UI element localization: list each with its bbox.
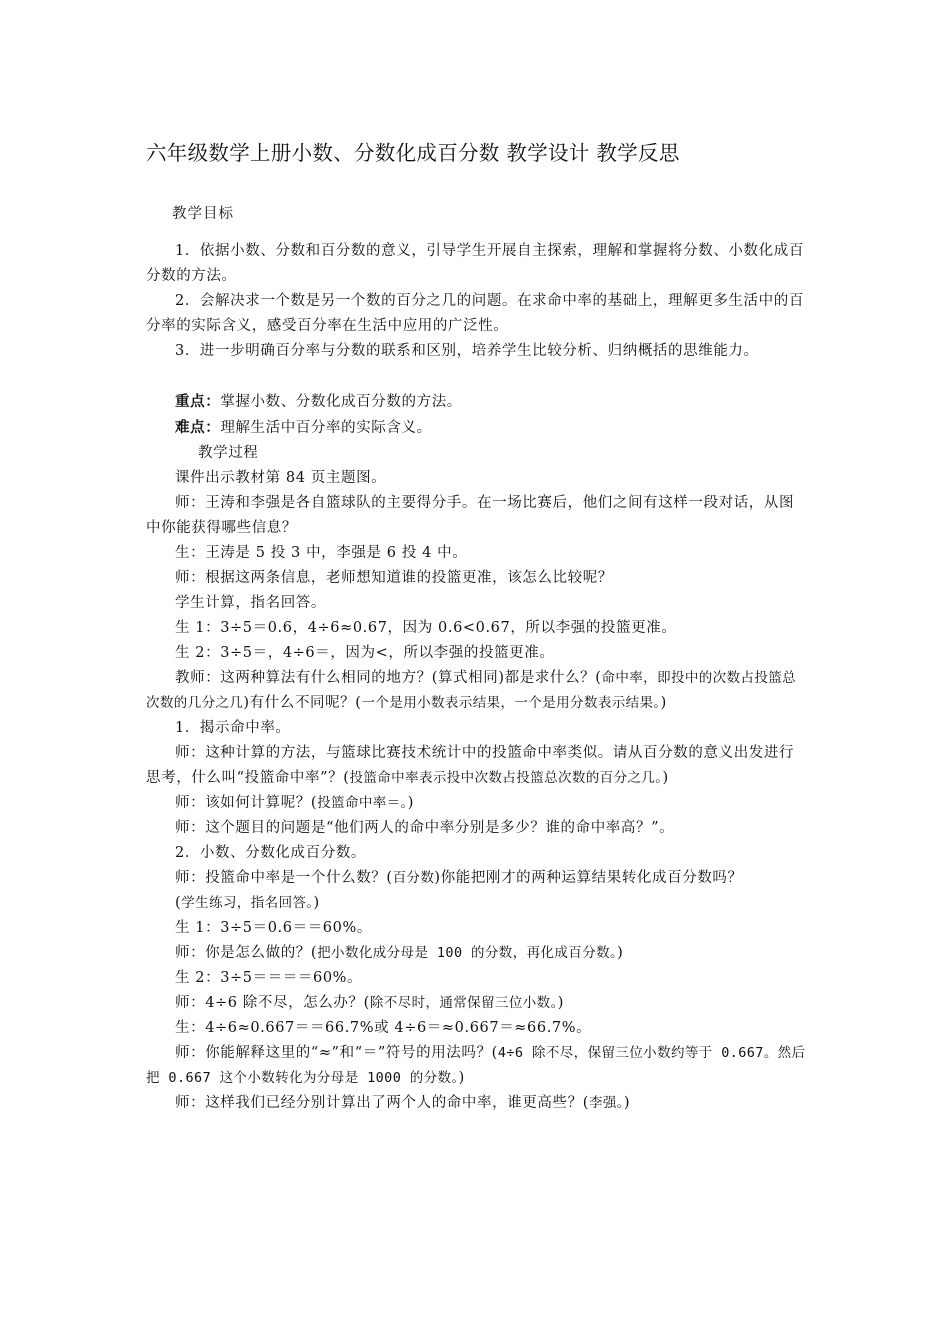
process-line bbox=[146, 891, 806, 916]
process-line: 2．小数、分数化成百分数。 bbox=[175, 845, 367, 861]
goal-item: 2．会解决求一个数是另一个数的百分之几的问题。在求命中率的基础上，理解更多生活中的百分率的实际含义，感受百分率在生活中应用的广泛性。 bbox=[146, 293, 804, 334]
key-point-label: 重点： bbox=[175, 393, 221, 410]
answer-note: 李强。 bbox=[588, 1095, 624, 1111]
process-line: 师：这个题目的问题是“他们两人的命中率分别是多少？谁的命中率高？”。 bbox=[175, 820, 675, 836]
process-line: 生 1：3÷5＝0.6＝＝60%。 bbox=[175, 920, 372, 936]
dialogue-text: ) bbox=[623, 1095, 631, 1111]
dialogue-text: ) bbox=[313, 895, 320, 911]
key-point-text: 掌握小数、分数化成百分数的方法。 bbox=[220, 394, 462, 410]
dialogue-text: ) bbox=[660, 695, 667, 711]
difficulty-label: 难点： bbox=[175, 419, 221, 436]
dialogue-text: 师：投篮命中率是一个什么数？( bbox=[175, 870, 393, 886]
process-line: 1．揭示命中率。 bbox=[175, 720, 291, 736]
answer-note: 百分数 bbox=[392, 870, 435, 886]
answer-note: 4÷6 除不尽，保留三位小数约等于 0.667。然后把 0.667 这个小数转化为分母是 1000 的分数。 bbox=[146, 1045, 806, 1086]
key-point bbox=[146, 389, 806, 415]
dialogue-text: )你能把刚才的两种运算结果转化成百分数吗？ bbox=[434, 870, 743, 886]
dialogue-text: 教师：这两种算法有什么相同的地方？(算式相同)都是求什么？( bbox=[175, 670, 602, 686]
process-heading: 教学过程 bbox=[198, 445, 259, 461]
goal-item: 1．依据小数、分数和百分数的意义，引导学生开展自主探索，理解和掌握将分数、小数化成百分数的方法。 bbox=[146, 243, 804, 284]
process-line bbox=[146, 741, 806, 791]
process-line bbox=[146, 941, 806, 966]
answer-note: 投篮命中率＝。 bbox=[317, 795, 408, 811]
dialogue-text: ) bbox=[662, 770, 669, 786]
dialogue-text: 师：这种计算的方法，与篮球比赛技术统计中的投篮命中率类似。请从百分数的意义出发进行思考，什么叫“投篮命中率”？( bbox=[146, 745, 795, 786]
difficulty-text: 理解生活中百分率的实际含义。 bbox=[220, 420, 432, 436]
process-line: 生 1：3÷5＝0.6，4÷6≈0.67，因为 0.6<0.67，所以李强的投篮更准。 bbox=[175, 620, 677, 636]
dialogue-text: 师：这样我们已经分别计算出了两个人的命中率，谁更高些？( bbox=[175, 1095, 589, 1111]
dialogue-text: ) bbox=[458, 1070, 465, 1086]
process-line: 师：王涛和李强是各自篮球队的主要得分手。在一场比赛后，他们之间有这样一段对话，从图中你能获得哪些信息？ bbox=[146, 495, 795, 536]
dialogue-text: )有什么不同呢？( bbox=[243, 695, 362, 711]
process-line: 生 2：3÷5＝，4÷6＝，因为<，所以李强的投篮更准。 bbox=[175, 645, 555, 661]
spacer bbox=[146, 364, 806, 389]
process-line: 学生计算，指名回答。 bbox=[175, 595, 326, 611]
process-line bbox=[146, 791, 806, 816]
dialogue-text: 师：该如何计算呢？( bbox=[175, 795, 318, 811]
process-line bbox=[146, 991, 806, 1016]
process-line bbox=[146, 1041, 806, 1091]
answer-note: 把小数化成分母是 100 的分数，再化成百分数。 bbox=[317, 945, 618, 961]
process-line bbox=[146, 1091, 806, 1116]
dialogue-text: 师：你能解释这里的“≈”和“＝”符号的用法吗？( bbox=[175, 1045, 498, 1061]
goal-item: 3．进一步明确百分率与分数的联系和区别，培养学生比较分析、归纳概括的思维能力。 bbox=[175, 343, 759, 359]
dialogue-text: ( bbox=[175, 895, 182, 911]
answer-note: 一个是用小数表示结果，一个是用分数表示结果。 bbox=[361, 695, 661, 711]
dialogue-text: 师：4÷6 除不尽，怎么办？( bbox=[175, 995, 370, 1011]
dialogue-text: 师：你是怎么做的？( bbox=[175, 945, 318, 961]
answer-note: 除不尽时，通常保留三位小数。 bbox=[369, 995, 558, 1011]
answer-note: 命中率，即投中的次数占投篮总次数的几分之几 bbox=[146, 670, 797, 711]
process-line: 师：根据这两条信息，老师想知道谁的投篮更准，该怎么比较呢？ bbox=[175, 570, 613, 586]
document-title: 六年级数学上册小数、分数化成百分数 教学设计 教学反思 bbox=[146, 141, 680, 165]
answer-note: 学生练习，指名回答。 bbox=[181, 895, 314, 911]
difficulty-point bbox=[146, 415, 806, 441]
process-line: 课件出示教材第 84 页主题图。 bbox=[175, 470, 387, 486]
process-line: 生：王涛是 5 投 3 中，李强是 6 投 4 中。 bbox=[175, 545, 468, 561]
dialogue-text: ) bbox=[617, 945, 624, 961]
process-line bbox=[146, 666, 806, 716]
dialogue-text: ) bbox=[557, 995, 564, 1011]
dialogue-text: ) bbox=[407, 795, 414, 811]
document-body bbox=[146, 239, 806, 1116]
goals-heading: 教学目标 bbox=[172, 206, 234, 222]
process-line: 生：4÷6≈0.667＝＝66.7%或 4÷6＝≈0.667＝≈66.7%。 bbox=[175, 1020, 592, 1036]
process-line: 生 2：3÷5＝＝＝＝60%。 bbox=[175, 970, 363, 986]
process-line bbox=[146, 866, 806, 891]
answer-note: 投篮命中率表示投中次数占投篮总次数的百分之几。 bbox=[349, 770, 663, 786]
